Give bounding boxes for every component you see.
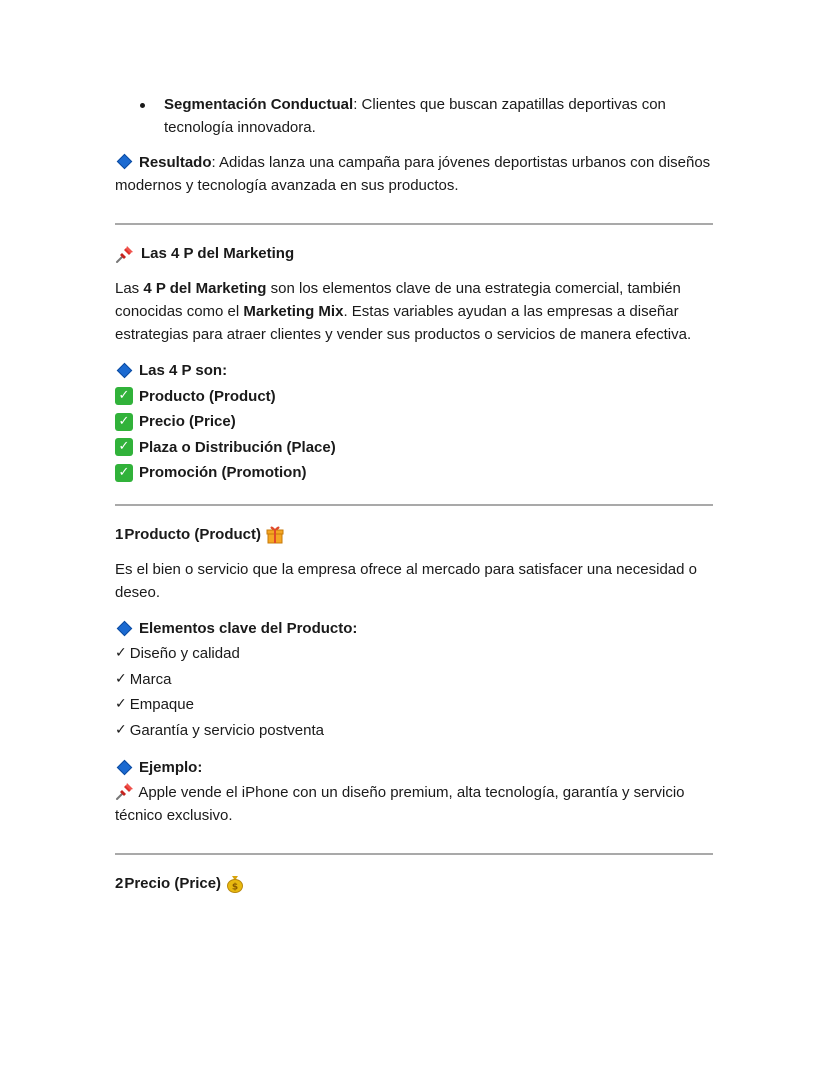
- item-text: Precio (Price): [139, 413, 236, 431]
- check-icon: ✓: [115, 696, 127, 713]
- list-item: [115, 409, 713, 435]
- check-mark-icon: ✓: [115, 387, 133, 405]
- heading-text: Precio (Price): [124, 874, 222, 892]
- keycap-number: 2: [115, 874, 124, 892]
- example-title-text: Ejemplo:: [139, 759, 203, 777]
- section-heading-4p: [115, 242, 713, 265]
- check-mark-icon: ✓: [115, 438, 133, 456]
- list-item: [115, 460, 713, 486]
- list-item: [115, 384, 713, 410]
- check-icon: ✓: [115, 670, 127, 687]
- list-title-text: Elementos clave del Producto:: [139, 619, 358, 637]
- item-text: Producto (Product): [139, 387, 276, 405]
- segmentation-list: [115, 93, 713, 139]
- intro-bold: 4 P del Marketing: [143, 280, 267, 297]
- check-mark-icon: ✓: [115, 413, 133, 431]
- result-label: Resultado: [139, 154, 212, 171]
- blue-diamond-icon: [117, 760, 133, 776]
- section-heading-product: [115, 523, 713, 546]
- intro-text: . Estas variables ayudan a las empresas a diseñar estrategias para atraer clientes y vender sus productos o servicios de manera efectiva.: [115, 303, 692, 343]
- divider: [115, 853, 713, 855]
- section-heading-price: [115, 872, 713, 895]
- list-item: [115, 435, 713, 461]
- product-description: Es el bien o servicio que la empresa ofrece al mercado para satisfacer una necesidad o deseo.: [115, 560, 697, 601]
- list-item: [115, 667, 713, 693]
- blue-diamond-icon: [117, 154, 133, 170]
- bullet-title: Segmentación Conductual: [164, 96, 354, 113]
- document-page: [115, 93, 713, 907]
- item-text: Empaque: [129, 696, 194, 714]
- list-item: [115, 692, 713, 718]
- pushpin-icon: [115, 244, 135, 264]
- check-icon: ✓: [115, 721, 127, 738]
- result-text: : Adidas lanza una campaña para jóvenes deportistas urbanos con diseños modernos y tecnología avanzada en sus productos.: [115, 154, 711, 194]
- four-p-intro: [115, 277, 713, 346]
- item-text: Promoción (Promotion): [139, 464, 307, 482]
- list-item: [115, 718, 713, 744]
- item-text: Marca: [129, 670, 172, 688]
- check-icon: ✓: [115, 645, 127, 662]
- list-title: [115, 616, 713, 642]
- list-item: [115, 93, 713, 139]
- item-text: Plaza o Distribución (Place): [139, 438, 336, 456]
- intro-text: Las: [115, 280, 144, 297]
- list-title: [115, 358, 713, 384]
- intro-bold: Marketing Mix: [243, 303, 344, 320]
- result-paragraph: [115, 151, 713, 197]
- product-elements: [115, 616, 713, 744]
- bullet-text: : Clientes que buscan zapatillas deportivas con tecnología innovadora.: [164, 96, 666, 136]
- list-item: [115, 641, 713, 667]
- divider: [115, 223, 713, 225]
- check-mark-icon: ✓: [115, 464, 133, 482]
- heading-text: Producto (Product): [124, 525, 261, 543]
- example-paragraph: [115, 781, 713, 827]
- item-text: Diseño y calidad: [129, 645, 240, 663]
- example-text: Apple vende el iPhone con un diseño premium, alta tecnología, garantía y servicio técnico exclusivo.: [115, 783, 685, 824]
- gift-icon: [266, 524, 284, 544]
- blue-diamond-icon: [117, 620, 133, 636]
- divider: [115, 504, 713, 506]
- item-text: Garantía y servicio postventa: [129, 721, 324, 739]
- four-p-list: [115, 358, 713, 486]
- money-bag-icon: [226, 873, 244, 893]
- svg-text:$: $: [231, 882, 239, 893]
- pushpin-icon: [115, 781, 135, 801]
- heading-text: Las 4 P del Marketing: [141, 245, 295, 262]
- blue-diamond-icon: [117, 363, 133, 379]
- list-title-text: Las 4 P son:: [139, 362, 228, 380]
- keycap-number: 1: [115, 525, 124, 543]
- example-title: [115, 755, 713, 781]
- intro-text: son los elementos clave de una estrategia comercial, también conocidas como el: [115, 280, 681, 320]
